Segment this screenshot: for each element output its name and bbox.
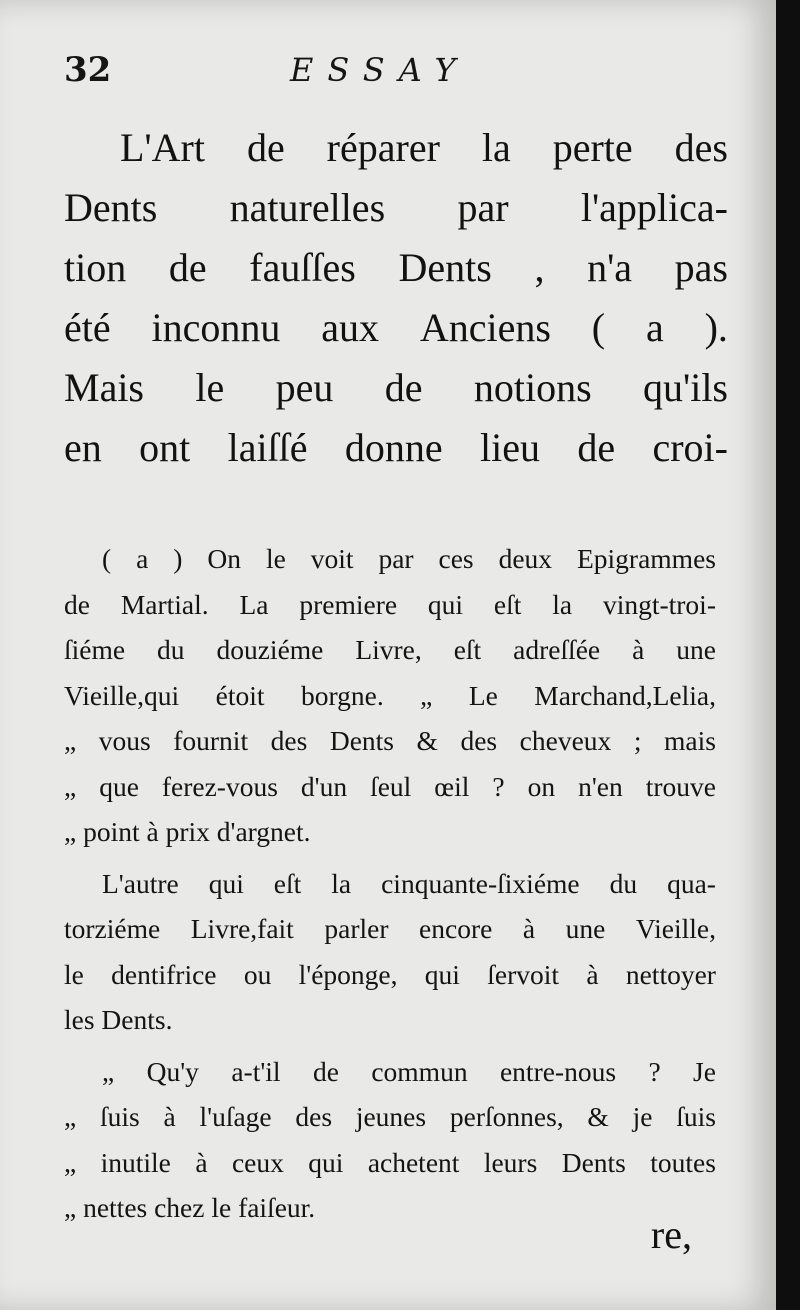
- word: de: [577, 425, 616, 470]
- word: à: [195, 1146, 208, 1178]
- word: achetent: [367, 1146, 460, 1178]
- word: L'autre: [102, 867, 179, 899]
- word: ont: [139, 425, 191, 470]
- word: Qu'y: [146, 1055, 199, 1087]
- word: ſeul: [370, 770, 412, 802]
- word: Dents: [561, 1146, 626, 1178]
- word: Anciens: [419, 305, 551, 350]
- word: douziéme: [216, 634, 324, 665]
- word: d'un: [300, 770, 348, 802]
- word: on: [527, 770, 556, 802]
- footnote-block: [64, 536, 716, 1231]
- word: ou: [243, 958, 272, 990]
- word: encore: [419, 913, 493, 944]
- word: nettoyer: [625, 958, 716, 990]
- word: voit: [310, 543, 354, 574]
- word: notions: [473, 365, 592, 410]
- word: toutes: [650, 1146, 716, 1178]
- word: le: [64, 958, 84, 990]
- footnote-line: [64, 1094, 716, 1140]
- word: à: [586, 958, 599, 990]
- footnote-line: [64, 582, 716, 628]
- word: lieu: [480, 425, 540, 470]
- word: réparer: [326, 125, 440, 170]
- page-header: [64, 48, 724, 98]
- word: l'applica-: [580, 185, 728, 230]
- footnote-line: [64, 861, 716, 907]
- word: jeunes: [355, 1101, 427, 1132]
- text-line: [64, 418, 728, 478]
- word: en: [64, 425, 102, 470]
- word: de: [312, 1055, 339, 1087]
- word: la: [331, 867, 352, 899]
- word: „: [64, 1101, 77, 1132]
- word: inconnu: [151, 305, 281, 350]
- word: cheveux: [519, 725, 612, 756]
- word: (: [102, 543, 112, 574]
- word: du: [157, 634, 185, 665]
- word: borgne.: [300, 679, 384, 711]
- word: ?: [648, 1055, 661, 1087]
- word: Livre,: [355, 634, 422, 665]
- word: qui: [208, 867, 244, 899]
- footnote-line: [64, 627, 716, 673]
- word: des: [270, 725, 308, 756]
- word: naturelles: [229, 185, 386, 230]
- footnote-line: [64, 906, 716, 952]
- word: de: [64, 588, 90, 620]
- word: donne: [344, 425, 443, 470]
- word: par: [378, 543, 414, 574]
- word: Martial.: [120, 588, 209, 620]
- word: &: [587, 1101, 609, 1132]
- footnote-line: [64, 536, 716, 582]
- word: „: [64, 770, 77, 802]
- word: entre-nous: [499, 1055, 617, 1087]
- word: eſt: [493, 588, 522, 620]
- word: perſonnes,: [449, 1101, 564, 1132]
- footnote-line: [64, 718, 716, 764]
- word: étoit: [215, 679, 265, 711]
- word: Livre,fait: [190, 913, 294, 944]
- word: ,: [534, 245, 545, 290]
- word: La: [239, 588, 269, 620]
- word: parler: [324, 913, 389, 944]
- word: pas: [674, 245, 728, 290]
- word: la: [481, 125, 511, 170]
- word: de: [246, 125, 285, 170]
- word: leurs: [483, 1146, 538, 1178]
- word: des: [674, 125, 728, 170]
- word: Dents: [398, 245, 492, 290]
- word: „: [64, 1146, 77, 1178]
- word: Mais: [64, 365, 144, 410]
- word: dentifrice: [111, 958, 217, 990]
- word: Dents: [329, 725, 394, 756]
- main-text: [64, 118, 728, 478]
- word: premiere: [299, 588, 398, 620]
- word: ).: [704, 305, 728, 350]
- word: Epigrammes: [576, 543, 716, 574]
- word: de: [384, 365, 423, 410]
- word: a-t'il: [231, 1055, 281, 1087]
- word: vingt-troi-: [602, 588, 716, 620]
- word: trouve: [645, 770, 716, 802]
- word: mais: [663, 725, 716, 756]
- word: eſt: [453, 634, 482, 665]
- word: Je: [693, 1055, 716, 1087]
- word: ſuis: [99, 1101, 140, 1132]
- word: été: [64, 305, 111, 350]
- word: je: [632, 1101, 653, 1132]
- word: des: [295, 1101, 333, 1132]
- page-number: 32: [64, 50, 112, 90]
- word: a: [136, 543, 149, 574]
- footnote-line: [64, 1140, 716, 1186]
- word: inutile: [100, 1146, 171, 1178]
- running-head: ESSAY: [290, 51, 470, 89]
- word: L'Art: [120, 125, 205, 170]
- word: fournit: [173, 725, 249, 756]
- footnote-line-content: „ point à prix d'argnet.: [64, 816, 311, 847]
- word: une: [565, 913, 606, 944]
- word: ſervoit: [487, 958, 560, 990]
- word: ceux: [231, 1146, 284, 1178]
- text-line: [64, 118, 728, 178]
- word: torziéme: [64, 913, 161, 944]
- word: ;: [633, 725, 642, 756]
- word: croi-: [652, 425, 728, 470]
- word: Vieille,: [635, 913, 716, 944]
- text-line: [64, 238, 728, 298]
- word: laiſſé: [227, 425, 308, 470]
- word: adreſſée: [513, 634, 601, 665]
- word: n'en: [578, 770, 623, 802]
- footnote-line-content: les Dents.: [64, 1004, 173, 1035]
- word: œil: [434, 770, 470, 802]
- word: du: [609, 867, 638, 899]
- word: la: [552, 588, 573, 620]
- word: aux: [321, 305, 379, 350]
- footnote-line: [64, 673, 716, 719]
- catchword: re,: [650, 1212, 692, 1257]
- word: On: [207, 543, 241, 574]
- footnote-line: [64, 997, 716, 1043]
- word: „: [64, 725, 77, 756]
- word: vous: [98, 725, 151, 756]
- word: ): [173, 543, 183, 574]
- word: cinquante-ſixiéme: [381, 867, 580, 899]
- word: le: [195, 365, 225, 410]
- footnote-line: [64, 764, 716, 810]
- word: à: [163, 1101, 176, 1132]
- word: que: [99, 770, 139, 802]
- word: qu'ils: [643, 365, 728, 410]
- word: deux: [498, 543, 553, 574]
- word: peu: [275, 365, 334, 410]
- word: qua-: [667, 867, 716, 899]
- word: une: [676, 634, 716, 665]
- footnote-line: [64, 952, 716, 998]
- word: perte: [552, 125, 633, 170]
- word: l'éponge,: [298, 958, 398, 990]
- word: a: [645, 305, 664, 350]
- word: ces: [438, 543, 474, 574]
- text-line: [64, 178, 728, 238]
- word: (: [591, 305, 606, 350]
- word: Marchand,Lelia,: [534, 679, 716, 711]
- word: ſuis: [676, 1101, 716, 1132]
- word: de: [168, 245, 207, 290]
- word: des: [460, 725, 498, 756]
- word: n'a: [587, 245, 633, 290]
- word: „: [102, 1055, 115, 1087]
- word: eſt: [273, 867, 302, 899]
- word: Vieille,qui: [64, 679, 180, 711]
- word: &: [416, 725, 438, 756]
- footnote-line: [64, 1049, 716, 1095]
- word: qui: [427, 588, 464, 620]
- text-line: [64, 358, 728, 418]
- word: ferez-vous: [161, 770, 278, 802]
- footnote-line-content: „ nettes chez le faiſeur.: [64, 1192, 316, 1223]
- word: fauſſes: [249, 245, 356, 290]
- word: par: [457, 185, 509, 230]
- word: tion: [64, 245, 127, 290]
- word: qui: [424, 958, 460, 990]
- word: commun: [371, 1055, 468, 1087]
- word: qui: [308, 1146, 344, 1178]
- word: à: [632, 634, 645, 665]
- word: ſiéme: [64, 634, 126, 665]
- text-line: [64, 298, 728, 358]
- word: l'uſage: [199, 1101, 272, 1132]
- word: Le: [468, 679, 498, 711]
- footnote-line: [64, 809, 716, 855]
- word: ?: [492, 770, 505, 802]
- word: le: [265, 543, 286, 574]
- footnote-line: [64, 1185, 716, 1231]
- binding-edge: [776, 0, 800, 1310]
- word: „: [420, 679, 433, 711]
- word: à: [522, 913, 536, 944]
- word: Dents: [64, 185, 158, 230]
